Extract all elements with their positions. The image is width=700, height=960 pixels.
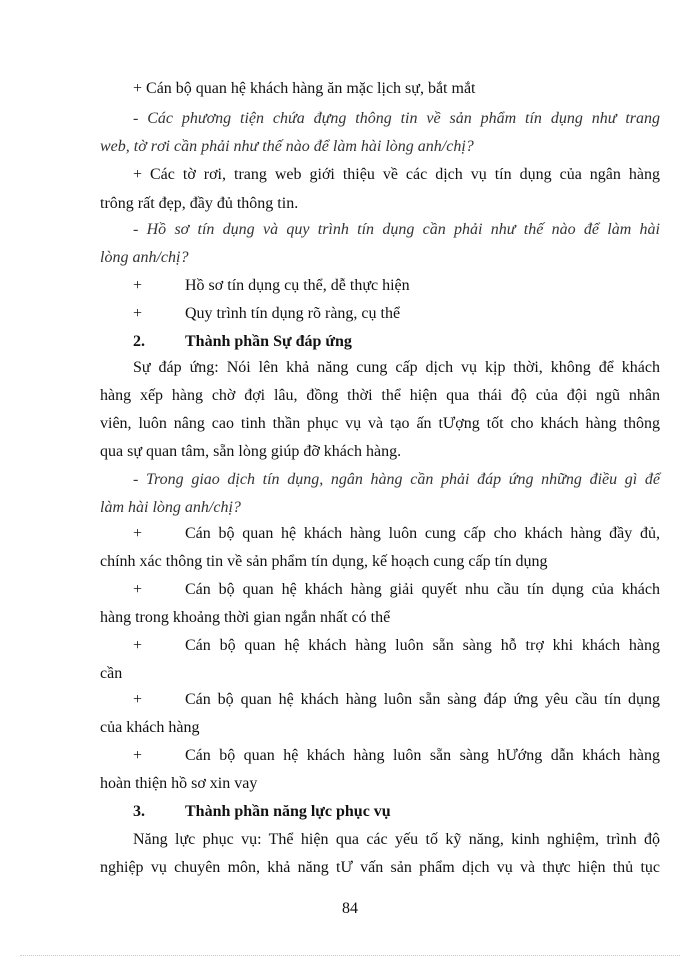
text-line: + Các tờ rơi, trang web giới thiệu về các dịch vụ tín dụng của ngân hàng: [133, 166, 660, 183]
paragraph-line: Sự đáp ứng: Nói lên khả năng cung cấp dịch vụ kịp thời, không để khách: [133, 359, 660, 376]
bullet-text: Cán bộ quan hệ khách hàng luôn sẵn sàng hỗ trợ khi khách hàng: [185, 637, 660, 654]
question-line: - Hồ sơ tín dụng và quy trình tín dụng cần phải như thế nào để làm hài: [133, 221, 660, 238]
bullet-text: Quy trình tín dụng rõ ràng, cụ thể: [185, 305, 401, 322]
bullet-text: Cán bộ quan hệ khách hàng luôn cung cấp cho khách hàng đầy đủ,: [185, 525, 660, 542]
paragraph-line: hàng xếp hàng chờ đợi lâu, đồng thời thể hiện qua thái độ của đội ngũ nhân: [100, 387, 660, 404]
bullet-text: Cán bộ quan hệ khách hàng luôn sẵn sàng hƯớng dẫn khách hàng: [185, 747, 660, 764]
bullet-text-continued: hàng trong khoảng thời gian ngắn nhất có thể: [100, 609, 391, 626]
section-heading: Thành phần Sự đáp ứng: [185, 333, 352, 350]
section-number: 3.: [133, 803, 145, 820]
bullet-plus: +: [133, 747, 143, 764]
bullet-text-continued: của khách hàng: [100, 719, 200, 736]
question-line: làm hài lòng anh/chị?: [100, 499, 241, 516]
page-number: 84: [342, 900, 358, 917]
section-number: 2.: [133, 333, 145, 350]
bullet-plus: +: [133, 581, 143, 598]
question-line: web, tờ rơi cần phải như thế nào để làm hài lòng anh/chị?: [100, 138, 474, 155]
paragraph-line: Năng lực phục vụ: Thể hiện qua các yếu tố kỹ năng, kinh nghiệm, trình độ: [133, 831, 660, 848]
bullet-text: Cán bộ quan hệ khách hàng luôn sẵn sàng đáp ứng yêu cầu tín dụng: [185, 691, 660, 708]
bullet-plus: +: [133, 305, 143, 322]
bullet-text-continued: chính xác thông tin về sản phẩm tín dụng, kế hoạch cung cấp tín dụng: [100, 553, 548, 570]
page-bottom-divider: [20, 955, 680, 956]
bullet-text: Cán bộ quan hệ khách hàng giải quyết nhu cầu tín dụng của khách: [185, 581, 660, 598]
question-line: - Trong giao dịch tín dụng, ngân hàng cần phải đáp ứng những điều gì để: [133, 471, 660, 488]
bullet-plus: +: [133, 691, 143, 708]
question-line: - Các phương tiện chứa đựng thông tin về sản phẩm tín dụng như trang: [133, 110, 660, 127]
paragraph-line: qua sự quan tâm, sẵn lòng giúp đỡ khách hàng.: [100, 443, 402, 460]
section-heading: Thành phần năng lực phục vụ: [185, 803, 391, 820]
bullet-plus: +: [133, 637, 143, 654]
text-line: trông rất đẹp, đầy đủ thông tin.: [100, 195, 299, 212]
text-line: + Cán bộ quan hệ khách hàng ăn mặc lịch sự, bắt mắt: [133, 80, 476, 97]
question-line: lòng anh/chị?: [100, 249, 189, 266]
bullet-text-continued: cần: [100, 665, 123, 682]
paragraph-line: nghiệp vụ chuyên môn, khả năng tƯ vấn sản phẩm dịch vụ và thực hiện thủ tục: [100, 859, 660, 876]
bullet-plus: +: [133, 277, 143, 294]
bullet-text-continued: hoàn thiện hồ sơ xin vay: [100, 775, 258, 792]
paragraph-line: viên, luôn nâng cao tinh thần phục vụ và tạo ấn tƯợng tốt cho khách hàng thông: [100, 415, 660, 432]
bullet-plus: +: [133, 525, 143, 542]
bullet-text: Hồ sơ tín dụng cụ thể, dễ thực hiện: [185, 277, 410, 294]
